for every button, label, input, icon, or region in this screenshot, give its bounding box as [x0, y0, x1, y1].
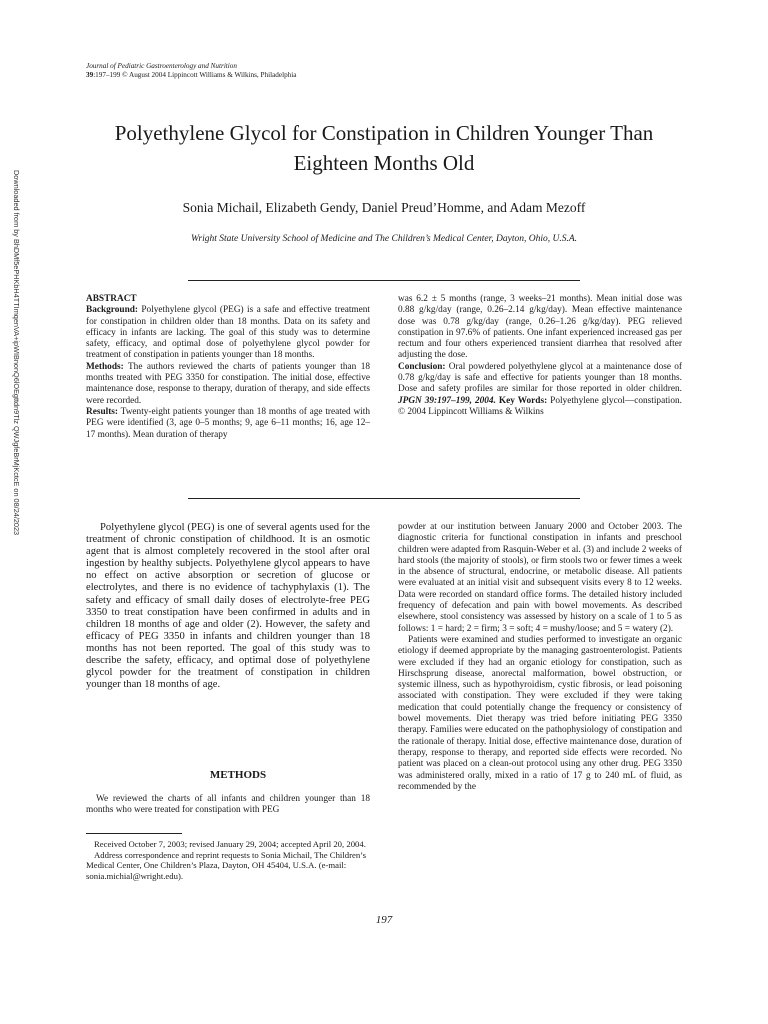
journal-header: [86, 62, 296, 80]
conclusion-label: Conclusion:: [398, 361, 446, 372]
intro-text: Polyethylene glycol (PEG) is one of several agents used for the treatment of chronic constipation of childhood. It is an osmotic agent that is almost completely recovered in the stool after oral ingestion by healthy subjects. Polyethylene glycol appears to have no effect on active absorption or secretion of glucose or electrolytes, and there is no evidence of tachyphylaxis (1). The safety and efficacy of small daily doses of electrolyte-free PEG 3350 to treat constipation have been confirmed in adults and in children 18 months of age and older (2). However, the safety and efficacy of PEG 3350 in infants and children younger than 18 months has not been reported. The goal of this study was to describe the safety, efficacy, and optimal dose of polyethylene glycol powder for the treatment of constipation in children younger than 18 months of age.: [86, 522, 370, 691]
page-number: 197: [375, 914, 393, 926]
abstract-heading: ABSTRACT: [86, 294, 137, 304]
methods-text: The authors reviewed the charts of patients younger than 18 months treated with PEG 3350 for constipation. The initial dose, effective maintenance dose, response to therapy, duration of therapy, and side effects were recorded.: [86, 361, 370, 406]
journal-name: Journal of Pediatric Gastroenterology and Nutrition: [86, 62, 237, 70]
results-text: Twenty-eight patients younger than 18 months of age treated with PEG were identified (3, age 0–5 months; 9, age 6–11 months; 16, age 12–17 months). Mean duration of therapy: [86, 406, 370, 440]
methods-paragraph-2: Patients were examined and studies performed to investigate an organic etiology if deemed appropriate by the managing gastroenterologist. Patients were excluded if they had an organic etiology for constipation, such as Hirschsprung disease, anorectal malformation, bowel obstruction, or systemic illness, such as hypothyroidism, cystic fibrosis, or lead poisoning associated with constipation. They were excluded if they were taking medication that could potentially change the frequency or consistency of bowel movements. Diet therapy was tried before initiating PEG 3350 therapy. Families were educated on the pathophysiology of constipation and the rationale of therapy. Initial dose, effective maintenance dose, duration of therapy, response to therapy, and reported side effects were recorded. No patient was placed on a clean-out protocol using any other drug. PEG 3350 was administered orally, mixed in a ratio of 17 g to 240 mL of fluid, as recommended by the: [398, 634, 682, 792]
methods-label: Methods:: [86, 361, 124, 372]
correspondence-address: Address correspondence and reprint requests to Sonia Michail, The Children’s Medical Center, One Children’s Plaza, Dayton, OH 45404, U.S.A. (e-mail: sonia.michial@wright.edu).: [86, 849, 366, 882]
affiliation: Wright State University School of Medicine and The Children’s Medical Center, Dayton, Ohio, U.S.A.: [190, 234, 578, 244]
introduction-paragraph: [86, 522, 370, 691]
methods-start-text: We reviewed the charts of all infants and children younger than 18 months who were treated for constipation with PEG: [86, 794, 370, 816]
journal-citation: [86, 71, 296, 80]
author-list: Sonia Michail, Elizabeth Gendy, Daniel Preud’Homme, and Adam Mezoff: [182, 200, 586, 215]
results-label: Results:: [86, 406, 119, 417]
received-dates: Received October 7, 2003; revised January 29, 2004; accepted April 20, 2004.: [94, 839, 366, 849]
results-continued: was 6.2 ± 5 months (range, 3 weeks–21 months). Mean initial dose was 0.88 g/kg/day (range, 0.26–2.14 g/kg/day). Mean effective maintenance dose was 0.78 g/kg/day (range, 0.26–1.26 g/kg/day). PEG relieved constipation in 97.6% of patients. One infant experienced increased gas per rectum and four others experienced transient diarrhea that resolved after adjusting the dose.: [398, 294, 682, 361]
methods-start-paragraph: [86, 794, 370, 817]
abstract-left-column: [86, 294, 370, 441]
top-divider: [188, 280, 580, 281]
background-label: Background:: [86, 305, 139, 316]
methods-right-column: [398, 522, 682, 793]
download-watermark: Downloaded from by BhDMf5ePHKbH4TTImqenVA+ipWIBnonQ6lOEgttdn9Tlz QWJgfeBrMjKctcE on 08/24/2023: [12, 170, 21, 536]
article-title: Polyethylene Glycol for Constipation in Children Younger Than Eighteen Months Old: [114, 121, 654, 175]
methods-heading: METHODS: [209, 769, 267, 781]
background-text: Polyethylene glycol (PEG) is a safe and effective treatment for constipation in children older than 18 months. Data on its safety and efficacy in infants are lacking. The goal of this study was to determine safety, efficacy, and optimal dose of polyethylene glycol powder for treatment of constipation in patients younger than 18 months.: [86, 305, 370, 361]
abstract-citation: JPGN 39:197–199, 2004.: [398, 395, 496, 406]
methods-paragraph-1: powder at our institution between January 2000 and October 2003. The diagnostic criteria for functional constipation in infants and preschool children were adapted from Rasquin-Weber et al. (3) and include 2 weeks of hard stools (the majority of stools), or firm stools two or fewer times a week in the absence of structural, endocrine, or metabolic disease. All patients were evaluated at an initial visit and subsequent visits every 8 to 12 weeks. Data were recorded on standard office forms. The detailed history included frequency of defecation and pain with bowel movements. As described elsewhere, stool consistency was assessed by history on a scale of 1 to 5 as follows: 1 = hard; 2 = firm; 3 = soft; 4 = mushy/loose; and 5 = watery (2).: [398, 522, 682, 634]
keywords-label: Key Words:: [495, 395, 548, 406]
journal-citation-text: :197–199 © August 2004 Lippincott Williams & Wilkins, Philadelphia: [93, 71, 297, 79]
footnote-divider: [86, 833, 182, 834]
footnote: [86, 839, 370, 882]
abstract-right-column: [398, 294, 682, 418]
conclusion-text: Oral powdered polyethylene glycol at a maintenance dose of 0.78 g/kg/day is safe and effective for patients younger than 18 months. Dose and safety profiles are similar for those reported in older children.: [398, 361, 682, 395]
journal-volume: 39: [86, 71, 94, 79]
keywords-text: Polyethylene glycol—constipation. © 2004 Lippincott Williams & Wilkins: [398, 395, 682, 417]
bottom-divider: [188, 498, 580, 499]
